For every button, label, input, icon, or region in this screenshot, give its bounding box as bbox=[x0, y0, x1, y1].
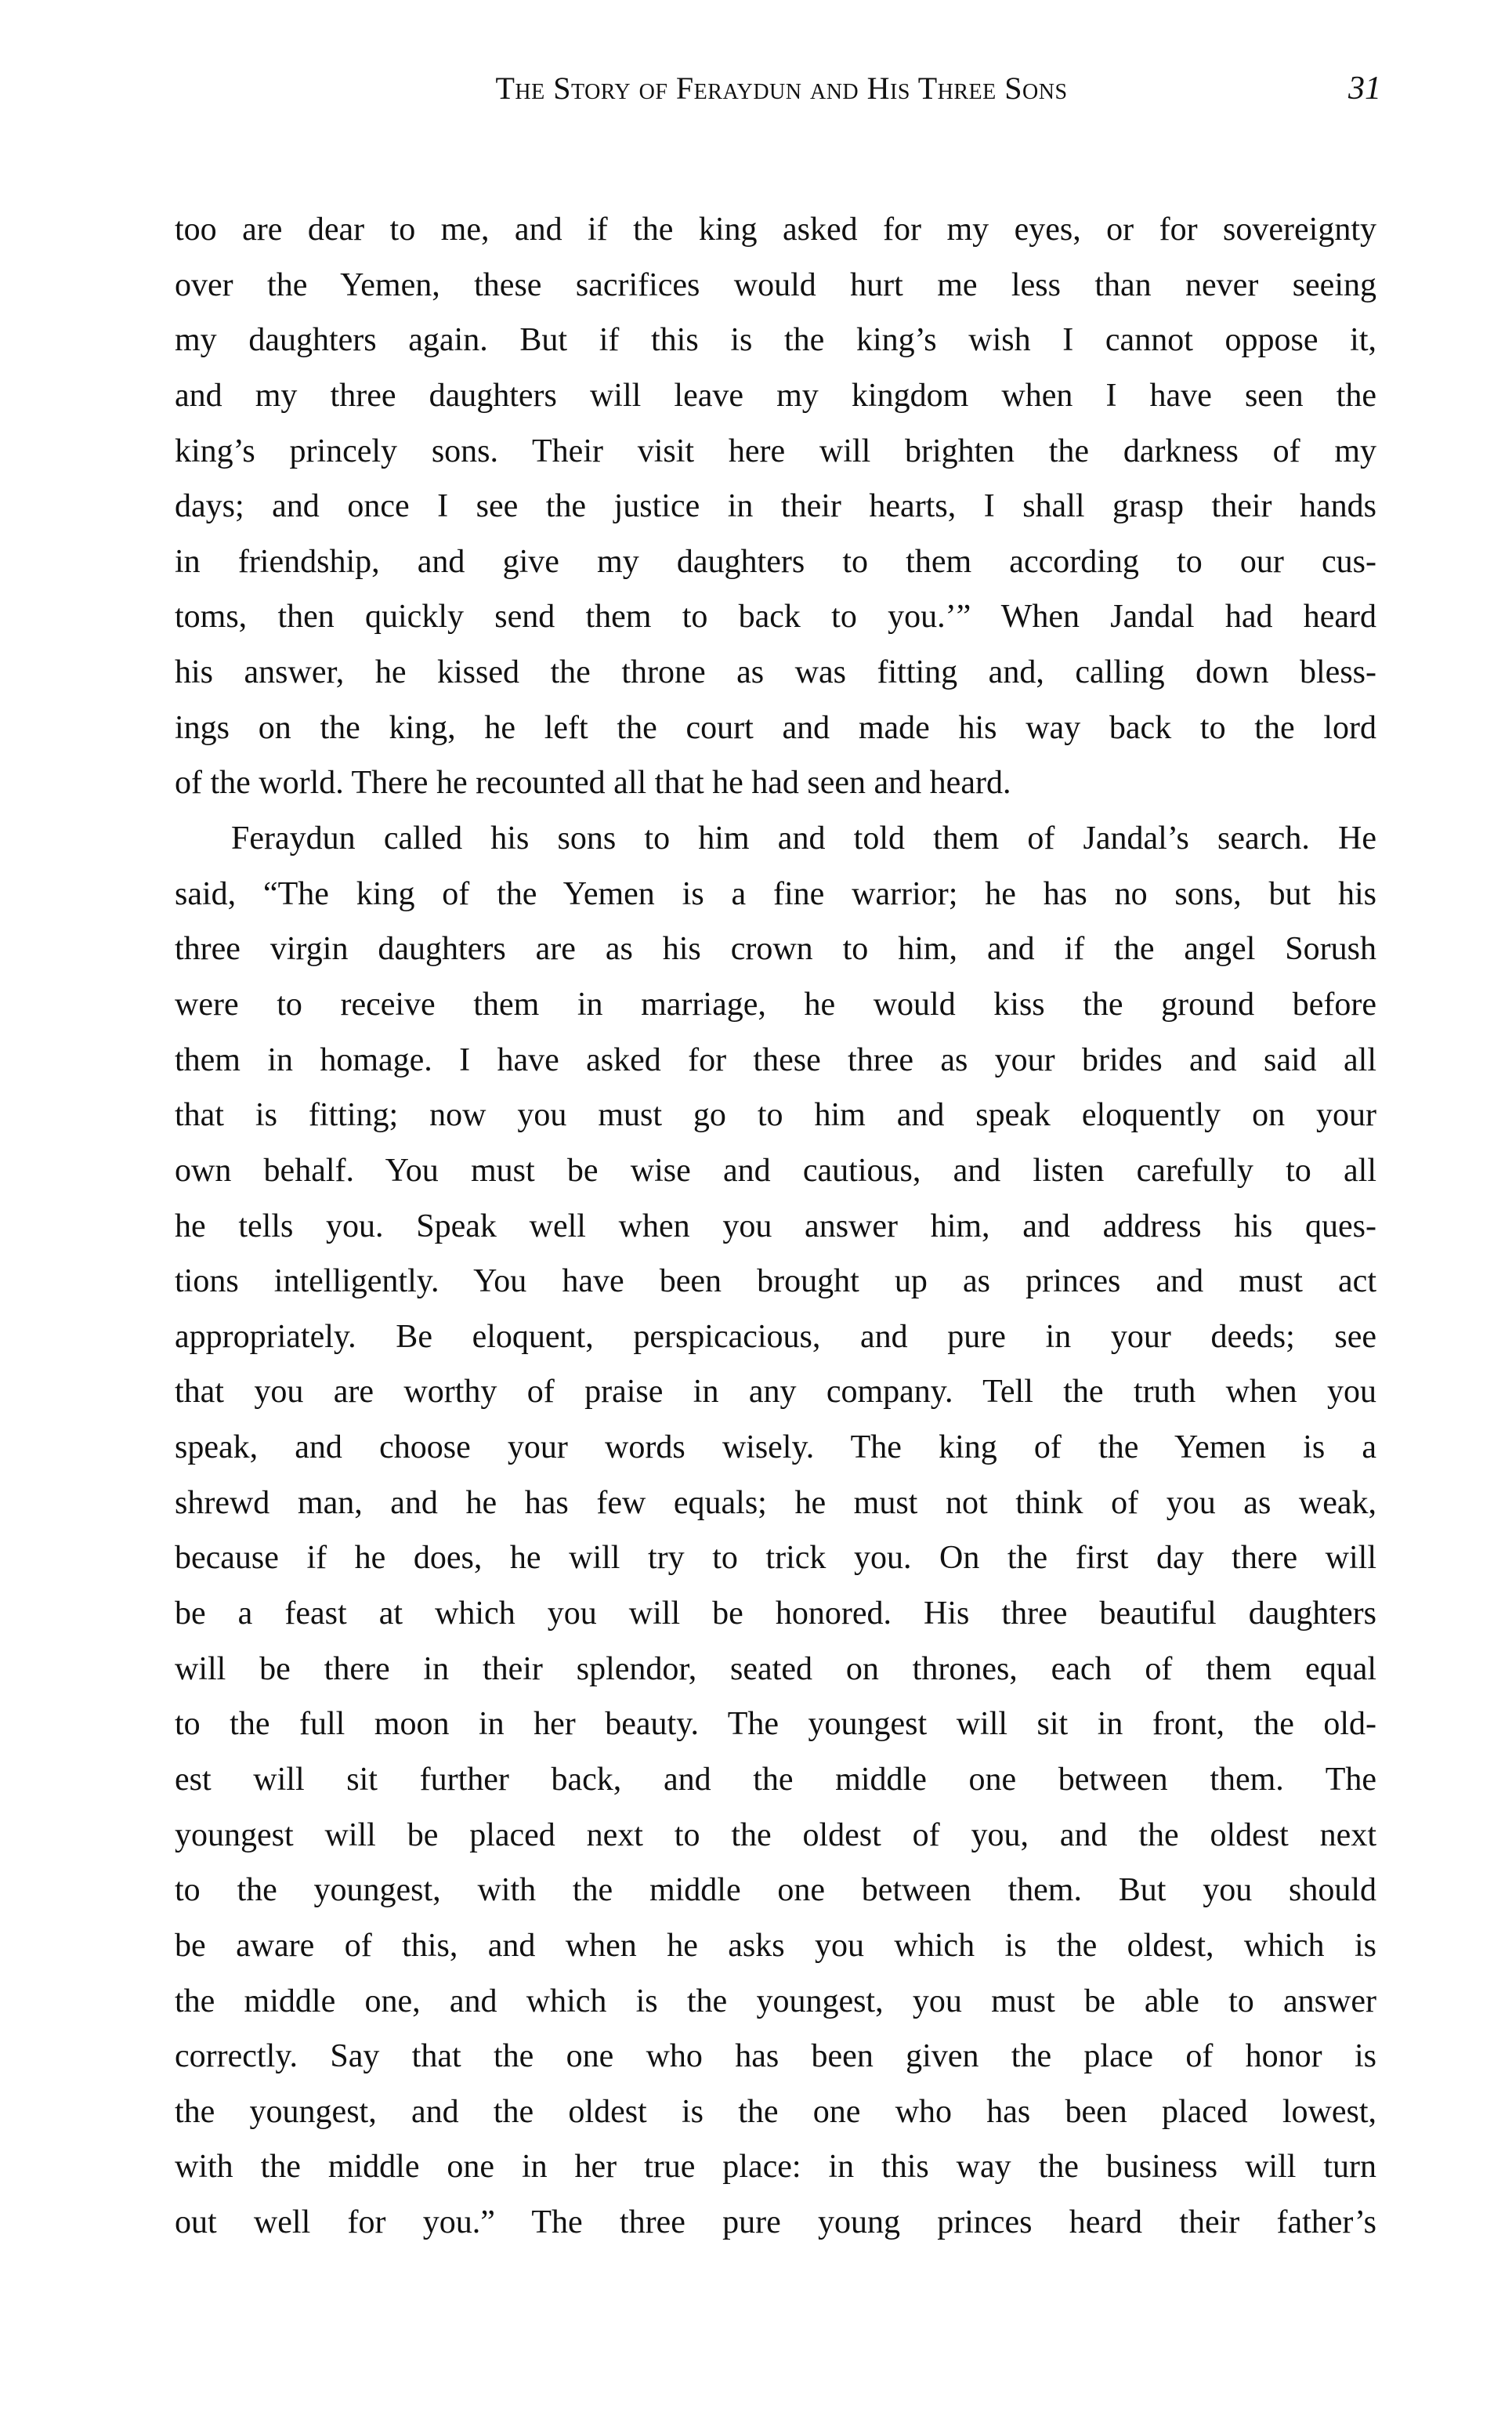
text-line: will be there in their splendor, seated on thrones, each of them equal bbox=[175, 1650, 1376, 1687]
body-text bbox=[175, 202, 1376, 2251]
text-line: my daughters again. But if this is the king’s wish I cannot oppose it, bbox=[175, 322, 1376, 359]
text-line: and my three daughters will leave my kingdom when I have seen the bbox=[175, 377, 1376, 414]
page-number: 31 bbox=[1348, 71, 1381, 107]
text-line: king’s princely sons. Their visit here will brighten the darkness of my bbox=[175, 433, 1376, 469]
text-line: toms, then quickly send them to back to you.’” When Jandal had heard bbox=[175, 599, 1376, 636]
text-line: own behalf. You must be wise and cautious, and listen carefully to all bbox=[175, 1152, 1376, 1189]
text-line: because if he does, he will try to trick you. On the first day there will bbox=[175, 1540, 1376, 1577]
text-line: out well for you.” The three pure young princes heard their father’s bbox=[175, 2204, 1376, 2241]
text-line: were to receive them in marriage, he would kiss the ground before bbox=[175, 986, 1376, 1023]
text-line: Feraydun called his sons to him and told them of Jandal’s search. He bbox=[231, 820, 1376, 857]
paragraph-2 bbox=[175, 811, 1376, 2251]
text-line: be aware of this, and when he asks you which is the oldest, which is bbox=[175, 1927, 1376, 1964]
text-line: his answer, he kissed the throne as was fitting and, calling down bless- bbox=[175, 654, 1376, 691]
text-line: the middle one, and which is the youngest, you must be able to answer bbox=[175, 1983, 1376, 2019]
text-line: the youngest, and the oldest is the one who has been placed lowest, bbox=[175, 2093, 1376, 2130]
text-line: be a feast at which you will be honored. His three beautiful daughters bbox=[175, 1595, 1376, 1632]
text-line: over the Yemen, these sacrifices would hurt me less than never seeing bbox=[175, 266, 1376, 303]
text-line: that you are worthy of praise in any company. Tell the truth when you bbox=[175, 1374, 1376, 1411]
text-line: said, “The king of the Yemen is a fine warrior; he has no sons, but his bbox=[175, 875, 1376, 912]
text-line: tions intelligently. You have been brought up as princes and must act bbox=[175, 1263, 1376, 1300]
text-line: them in homage. I have asked for these three as your brides and said all bbox=[175, 1041, 1376, 1078]
text-line: est will sit further back, and the middle one between them. The bbox=[175, 1761, 1376, 1798]
paragraph-1 bbox=[175, 202, 1376, 811]
text-line: to the youngest, with the middle one between them. But you should bbox=[175, 1872, 1376, 1909]
text-line: too are dear to me, and if the king asked for my eyes, or for sovereignty bbox=[175, 212, 1376, 248]
text-line: appropriately. Be eloquent, perspicacious, and pure in your deeds; see bbox=[175, 1318, 1376, 1355]
text-line: he tells you. Speak well when you answer him, and address his ques- bbox=[175, 1208, 1376, 1244]
text-line: ings on the king, he left the court and made his way back to the lord bbox=[175, 709, 1376, 746]
text-line: to the full moon in her beauty. The youngest will sit in front, the old- bbox=[175, 1706, 1376, 1743]
text-line: youngest will be placed next to the oldest of you, and the oldest next bbox=[175, 1816, 1376, 1853]
text-line: days; and once I see the justice in their hearts, I shall grasp their hands bbox=[175, 488, 1376, 525]
text-line: in friendship, and give my daughters to them according to our cus- bbox=[175, 543, 1376, 580]
text-line: with the middle one in her true place: in this way the business will turn bbox=[175, 2149, 1376, 2186]
running-head-title: The Story of Feraydun and His Three Sons bbox=[495, 71, 1068, 106]
text-line: three virgin daughters are as his crown to him, and if the angel Sorush bbox=[175, 931, 1376, 968]
text-line: that is fitting; now you must go to him and speak eloquently on your bbox=[175, 1097, 1376, 1134]
text-line: correctly. Say that the one who has been given the place of honor is bbox=[175, 2038, 1376, 2075]
text-line: speak, and choose your words wisely. The king of the Yemen is a bbox=[175, 1429, 1376, 1466]
text-line: of the world. There he recounted all that he had seen and heard. bbox=[175, 765, 1011, 802]
text-line: shrewd man, and he has few equals; he must not think of you as weak, bbox=[175, 1484, 1376, 1521]
